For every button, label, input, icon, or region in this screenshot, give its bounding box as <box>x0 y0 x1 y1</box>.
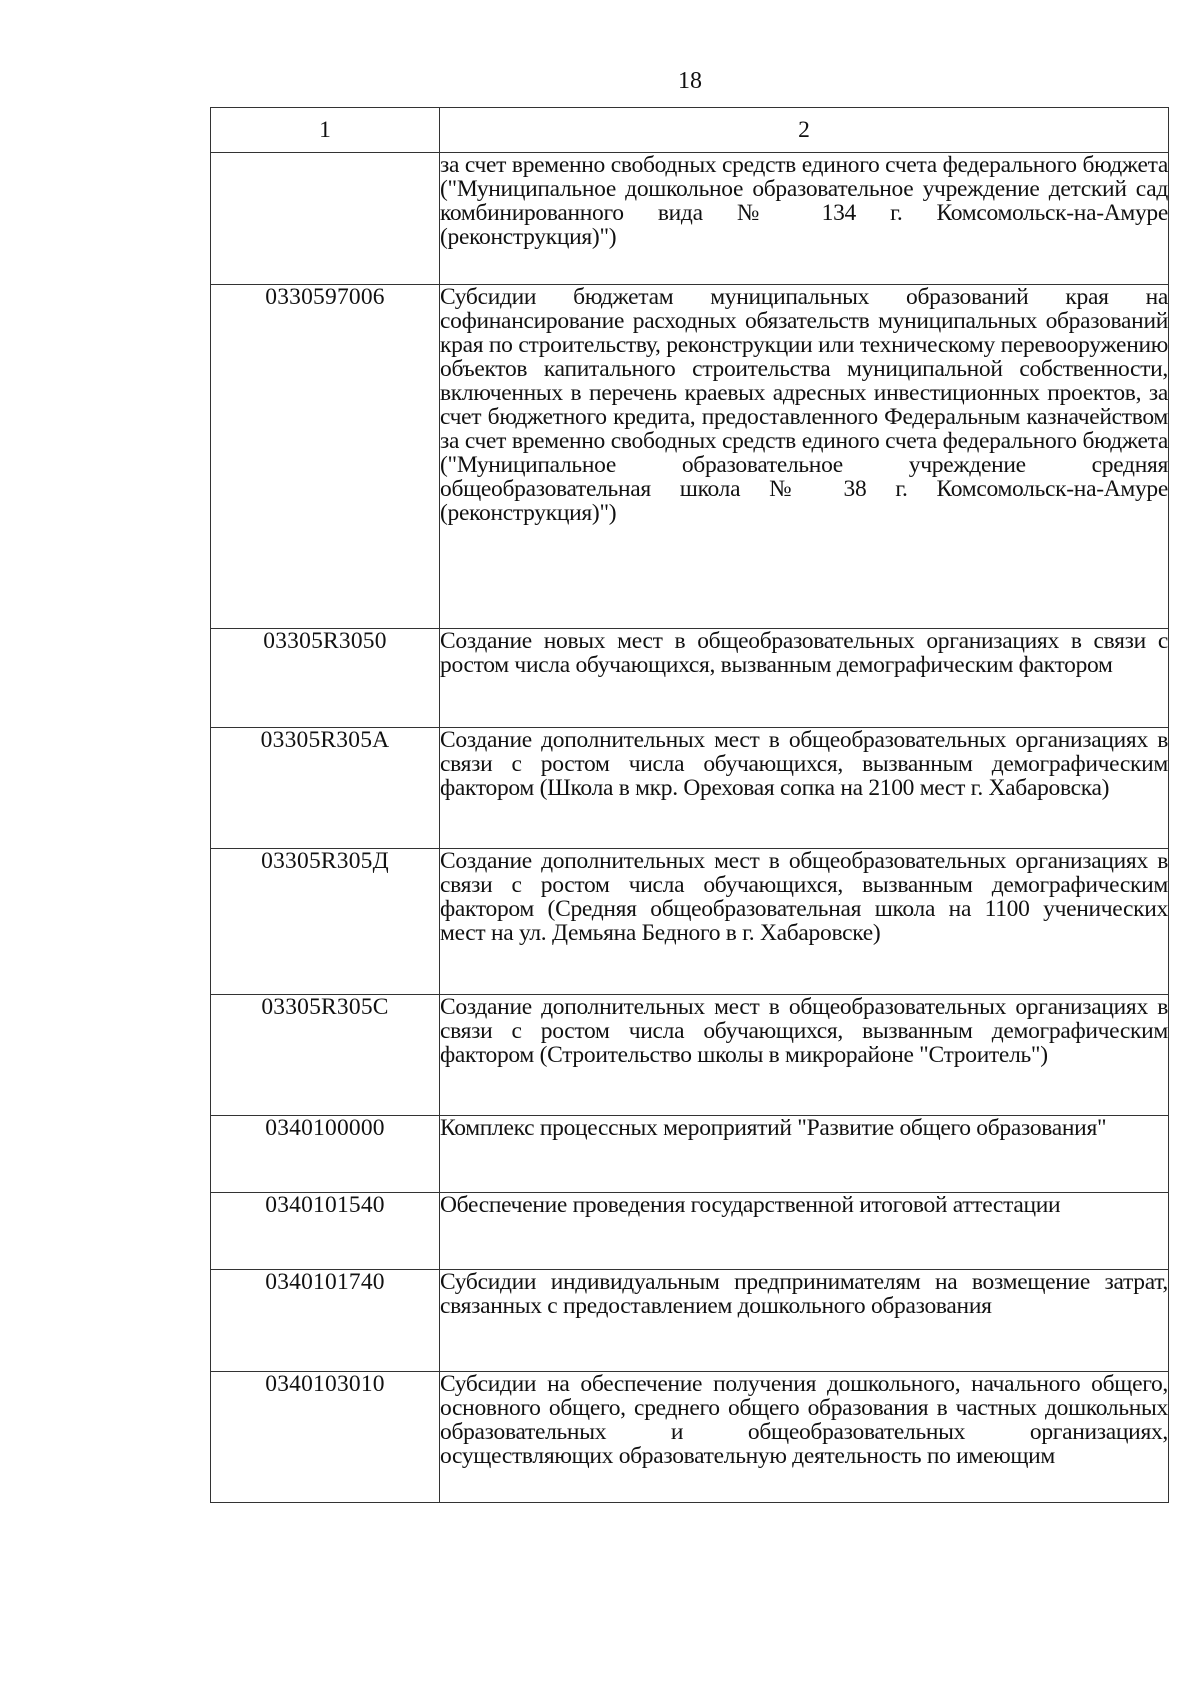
table-header-row <box>211 108 1169 153</box>
table-row <box>211 1116 1169 1193</box>
table-row <box>211 728 1169 849</box>
row-code: 0340101740 <box>211 1270 440 1372</box>
row-description: Создание дополнительных мест в общеобразовательных организациях в связи с ростом числа обучающихся, вызванным демографическим фактором (Школа в мкр. Ореховая сопка на 2100 мест г. Хабаровска) <box>440 728 1169 849</box>
column-header-1: 1 <box>211 108 440 153</box>
row-description: Комплекс процессных мероприятий "Развитие общего образования" <box>440 1116 1169 1193</box>
row-code: 03305R305С <box>211 995 440 1116</box>
row-description: Обеспечение проведения государственной итоговой аттестации <box>440 1193 1169 1270</box>
row-description: Субсидии индивидуальным предпринимателям на возмещение затрат, связанных с предоставлением дошкольного образования <box>440 1270 1169 1372</box>
row-code: 03305R3050 <box>211 629 440 728</box>
table-row <box>211 849 1169 995</box>
row-description: Создание дополнительных мест в общеобразовательных организациях в связи с ростом числа обучающихся, вызванным демографическим фактором (Строительство школы в микрорайоне "Строитель") <box>440 995 1169 1116</box>
table-row <box>211 629 1169 728</box>
row-code: 0340100000 <box>211 1116 440 1193</box>
table-row <box>211 1372 1169 1503</box>
table-row <box>211 995 1169 1116</box>
row-description: Создание новых мест в общеобразовательных организациях в связи с ростом числа обучающихся, вызванным демографическим фактором <box>440 629 1169 728</box>
row-code <box>211 153 440 285</box>
table-row <box>211 1193 1169 1270</box>
page-number: 18 <box>678 68 702 94</box>
row-code: 0340101540 <box>211 1193 440 1270</box>
row-description: Субсидии бюджетам муниципальных образований края на софинансирование расходных обязательств муниципальных образований края по строительству, реконструкции или техническому перевооружению объектов капитального строительства муниципальной собственности, включенных в перечень краевых адресных инвестиционных проектов, за счет бюджетного кредита, предоставленного Федеральным казначейством за счет временно свободных средств единого счета федерального бюджета ("Муниципальное образовательное учреждение средняя общеобразовательная школа № 38 г. Комсомольск-на-Амуре (реконструкция)") <box>440 285 1169 629</box>
column-header-2: 2 <box>440 108 1169 153</box>
row-code: 03305R305Д <box>211 849 440 995</box>
row-code: 03305R305А <box>211 728 440 849</box>
budget-classification-table <box>210 107 1169 1503</box>
table-row <box>211 1270 1169 1372</box>
table-row <box>211 285 1169 629</box>
row-description: Создание дополнительных мест в общеобразовательных организациях в связи с ростом числа обучающихся, вызванным демографическим фактором (Средняя общеобразовательная школа на 1100 ученических мест на ул. Демьяна Бедного в г. Хабаровске) <box>440 849 1169 995</box>
row-description: за счет временно свободных средств единого счета федерального бюджета ("Муниципальное дошкольное образовательное учреждение детский сад комбинированного вида № 134 г. Комсомольск-на-Амуре (реконструкция)") <box>440 153 1169 285</box>
row-description: Субсидии на обеспечение получения дошкольного, начального общего, основного общего, среднего общего образования в частных дошкольных образовательных и общеобразовательных организациях, осуществляющих образовательную деятельность по имеющим <box>440 1372 1169 1503</box>
row-code: 0330597006 <box>211 285 440 629</box>
row-code: 0340103010 <box>211 1372 440 1503</box>
table-row <box>211 153 1169 285</box>
